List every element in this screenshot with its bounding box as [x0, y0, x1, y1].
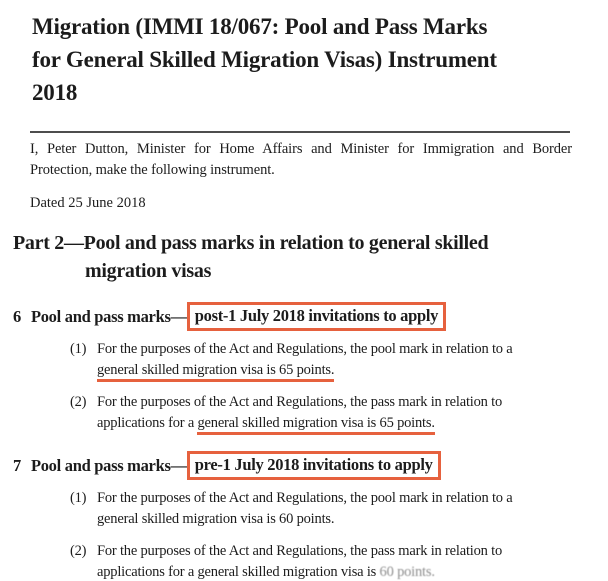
enactment-line-2: Protection, make the following instrument.: [30, 162, 275, 178]
clause-7-1-line-2: general skilled migration visa is 60 points.: [97, 511, 335, 527]
section-6-highlight-box: post-1 July 2018 invitations to apply: [187, 302, 446, 331]
clause-6-2-line-2: [97, 413, 594, 434]
clause-7-1: [70, 488, 594, 530]
clause-7-1-line-1: For the purposes of the Act and Regulations, the pool mark in relation to a: [97, 490, 513, 506]
clause-6-1: [70, 339, 594, 381]
clause-7-2-line-2: [97, 562, 594, 581]
document-title: [32, 10, 590, 109]
clause-6-2-line-1: For the purposes of the Act and Regulations, the pass mark in relation to: [97, 394, 503, 410]
part-2-heading-line-2: migration visas: [85, 260, 212, 282]
clause-7-2-text: [97, 541, 594, 581]
dated-line: Dated 25 June 2018: [30, 195, 146, 211]
clause-6-1-marker: (1): [70, 341, 87, 357]
enactment-line-1: I, Peter Dutton, Minister for Home Affairs and Minister for Immigration and Border: [30, 141, 572, 157]
clause-7-1-marker: (1): [70, 490, 87, 506]
clause-7-2-line-1: For the purposes of the Act and Regulations, the pass mark in relation to: [97, 543, 503, 559]
clause-6-2-underlined-phrase: general skilled migration visa is 65 points.: [197, 415, 434, 435]
clause-7-2-faded-text: 60 points.: [379, 564, 435, 580]
section-6-number: 6: [13, 306, 21, 326]
part-2-heading: [13, 229, 608, 285]
clause-6-1-text: [97, 339, 594, 381]
section-7-number: 7: [13, 455, 21, 475]
clause-6-2-line-2-plain: applications for a: [97, 415, 198, 431]
clause-6-2-marker: (2): [70, 394, 87, 410]
document-title-line-3: 2018: [32, 80, 78, 105]
clause-6-1-line-1: For the purposes of the Act and Regulations, the pool mark in relation to a: [97, 341, 513, 357]
clause-6-2: [70, 392, 594, 434]
section-6-heading: [13, 302, 608, 331]
document-title-line-2: for General Skilled Migration Visas) Instrument: [32, 47, 497, 72]
section-7-highlight-box: pre-1 July 2018 invitations to apply: [187, 451, 441, 480]
clause-6-1-line-2: [97, 360, 594, 381]
section-7-heading: [13, 451, 608, 480]
clause-7-2-marker: (2): [70, 543, 87, 559]
clause-7-2: [70, 541, 594, 581]
section-7-label: Pool and pass marks—: [30, 455, 187, 475]
part-2-heading-line-1: Part 2—Pool and pass marks in relation to general skilled: [13, 232, 489, 254]
document-page: [0, 10, 608, 581]
clause-7-1-text: [97, 488, 594, 530]
document-title-line-1: Migration (IMMI 18/067: Pool and Pass Marks: [32, 14, 488, 39]
clause-7-2-line-2-plain: applications for a general skilled migration visa is: [97, 564, 380, 580]
clause-6-1-underlined-phrase: general skilled migration visa is 65 points.: [97, 362, 334, 382]
section-6-label: Pool and pass marks—: [30, 306, 187, 326]
divider-rule: [30, 131, 570, 133]
clause-6-2-text: [97, 392, 594, 434]
enactment-paragraph: [30, 139, 572, 181]
